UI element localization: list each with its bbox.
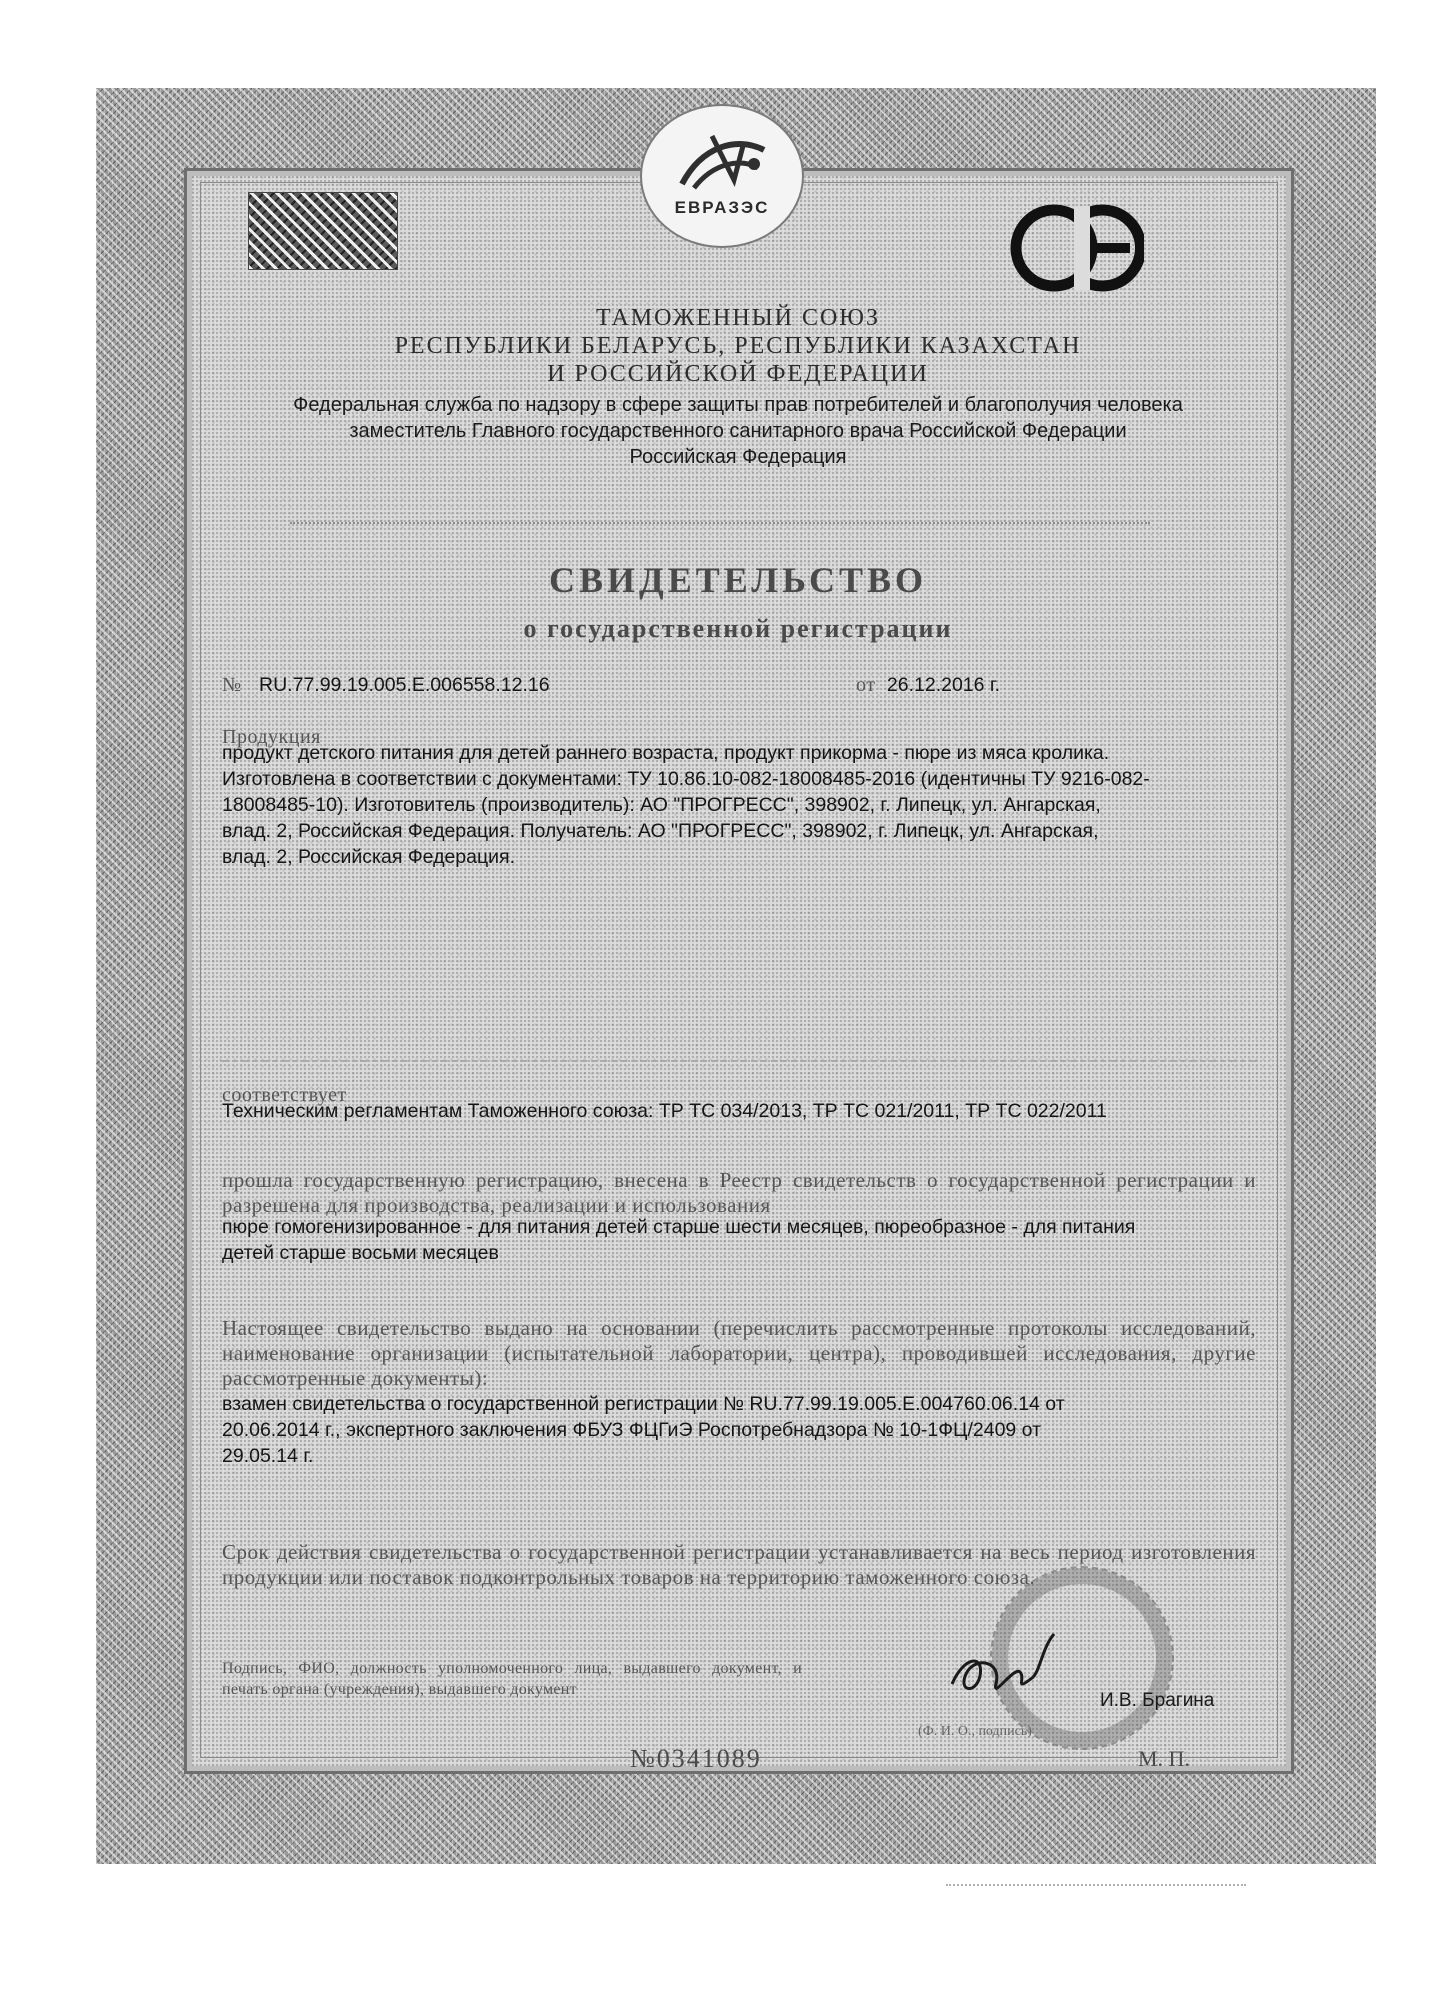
basis-section (222, 1316, 1256, 1469)
product-line-5: влад. 2, Российская Федерация. (222, 846, 516, 868)
eurasec-emblem (640, 104, 804, 248)
basis-line-2: 20.06.2014 г., экспертного заключения ФБУЗ ФЦГиЭ Роспотребнадзора № 10-1ФЦ/2409 от (222, 1419, 1042, 1441)
agency-line-2: заместитель Главного государственного санитарного врача Российской Федерации (349, 420, 1127, 442)
registration-label: прошла государственную регистрацию, внесена в Реестр свидетельств о государственной регистрации и разрешена для производства, реализации и использования (222, 1168, 1256, 1217)
certificate-date: 26.12.2016 г. (886, 674, 1001, 696)
product-line-2: Изготовлена в соответствии с документами: ТУ 10.86.10-082-18008485-2016 (идентичны ТУ 9216-082- (222, 768, 1150, 790)
certificate-title: СВИДЕТЕЛЬСТВО (548, 560, 928, 600)
number-label: № (222, 674, 242, 696)
signatory-caption: (Ф. И. О., подпись) (918, 1724, 1032, 1739)
certificate-number: RU.77.99.19.005.Е.006558.12.16 (259, 674, 550, 696)
registration-section (222, 1168, 1256, 1266)
registration-use-line-1: пюре гомогенизированное - для питания детей старше шести месяцев, пюреобразное - для питания (222, 1216, 1136, 1238)
product-line-1: продукт детского питания для детей раннего возраста, продукт прикорма - пюре из мяса кролика. (222, 742, 1110, 764)
agency-line-3: Российская Федерация (629, 446, 847, 468)
basis-line-1: взамен свидетельства о государственной регистрации № RU.77.99.19.005.Е.004760.06.14 от (222, 1393, 1065, 1415)
signature-label: Подпись, ФИО, должность уполномоченного лица, выдавшего документ, и печать органа (учреждения), выдавшего документ (222, 1660, 802, 1698)
union-line-1: ТАМОЖЕННЫЙ СОЮЗ (596, 305, 880, 331)
footer-print-marks (946, 1884, 1246, 1886)
certificate-number-row (222, 672, 1256, 698)
basis-label: Настоящее свидетельство выдано на основании (перечислить рассмотренные протоколы исследований, наименование организации (испытательной лаборатории, центра), проводившей исследования, другие рассмотренные документы): (222, 1316, 1256, 1390)
basis-line-3: 29.05.14 г. (222, 1445, 314, 1467)
product-line-3: 18008485-10). Изготовитель (производитель): АО "ПРОГРЕСС", 398902, г. Липецк, ул. Ангарская, (222, 794, 1101, 816)
conformity-mark-icon (1004, 196, 1144, 300)
date-group (856, 672, 1000, 698)
product-section (222, 726, 1256, 870)
mp-label: М. П. (1138, 1746, 1190, 1771)
product-label: Продукция (222, 726, 321, 748)
validity-text: Срок действия свидетельства о государственной регистрации устанавливается на весь период изготовления продукции или поставок подконтрольных товаров на территорию таможенного союза. (222, 1540, 1256, 1589)
registration-use-line-2: детей старше восьми месяцев (222, 1242, 499, 1264)
union-line-3: И РОССИЙСКОЙ ФЕДЕРАЦИИ (547, 361, 929, 387)
union-line-2: РЕСПУБЛИКИ БЕЛАРУСЬ, РЕСПУБЛИКИ КАЗАХСТАН (394, 333, 1082, 359)
emblem-label: ЕВРАЗЭС (674, 198, 770, 217)
product-line-4: влад. 2, Российская Федерация. Получатель: АО "ПРОГРЕСС", 398902, г. Липецк, ул. Ангарская, (222, 820, 1099, 842)
certificate-subtitle: о государственной регистрации (523, 614, 953, 643)
form-serial-number: №0341089 (630, 1744, 762, 1773)
signature-icon (944, 1626, 1064, 1716)
date-label: от (856, 674, 876, 696)
signatory-name: И.В. Брагина (1100, 1690, 1215, 1711)
compliance-label: соответствует (222, 1084, 347, 1106)
signature-label-block (222, 1658, 802, 1700)
separator-line (290, 522, 1150, 524)
eurasec-logo-icon (642, 106, 802, 246)
separator-line-2 (222, 1060, 1256, 1062)
compliance-text: Техническим регламентам Таможенного союза: ТР ТС 034/2013, ТР ТС 021/2011, ТР ТС 022/2011 (222, 1100, 1107, 1122)
compliance-section (222, 1084, 1256, 1124)
hologram-icon (248, 192, 398, 270)
agency-line-1: Федеральная служба по надзору в сфере защиты прав потребителей и благополучия человека (293, 394, 1183, 416)
